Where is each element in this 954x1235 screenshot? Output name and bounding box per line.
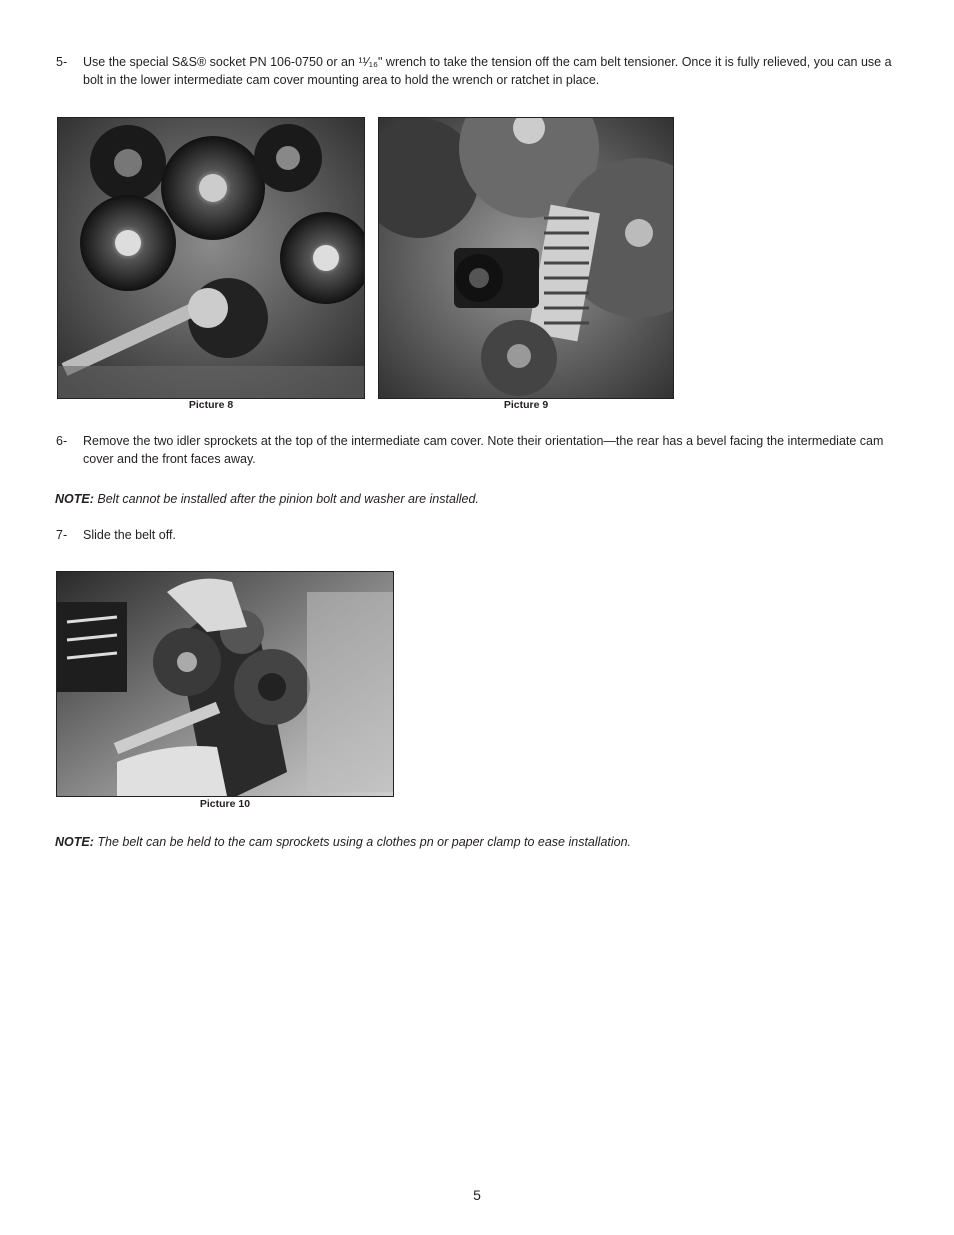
note-belt-install bbox=[55, 490, 915, 508]
picture-8-caption: Picture 8 bbox=[188, 399, 234, 411]
picture-10-caption: Picture 10 bbox=[199, 798, 251, 810]
picture-9-image bbox=[378, 117, 674, 399]
picture-10-image bbox=[56, 571, 394, 797]
note-label: NOTE: bbox=[55, 835, 94, 849]
picture-8-image bbox=[57, 117, 365, 399]
note-label: NOTE: bbox=[55, 492, 94, 506]
step-number: 5- bbox=[56, 55, 68, 69]
step-5 bbox=[56, 53, 901, 89]
page-number: 5 bbox=[473, 1187, 481, 1203]
note-text: The belt can be held to the cam sprockets using a clothes pn or paper clamp to ease installation. bbox=[97, 835, 632, 849]
step-6 bbox=[56, 432, 901, 468]
step-text: Remove the two idler sprockets at the top of the intermediate cam cover. Note their orientation—the rear has a bevel facing the intermediate cam cover and the front faces away. bbox=[83, 434, 884, 466]
picture-9-caption: Picture 9 bbox=[503, 399, 549, 411]
step-text: Use the special S&S® socket PN 106-0750 or an ¹¹⁄₁₆" wrench to take the tension off the cam belt tensioner. Once it is fully relieved, you can use a bolt in the lower intermediate cam cover mounting area to hold the wrench or ratchet in place. bbox=[83, 55, 892, 87]
step-number: 6- bbox=[56, 434, 68, 448]
note-text: Belt cannot be installed after the pinion bolt and washer are installed. bbox=[97, 492, 479, 506]
step-7 bbox=[56, 526, 901, 544]
step-text: Slide the belt off. bbox=[83, 528, 176, 542]
note-belt-clamp bbox=[55, 833, 915, 851]
step-number: 7- bbox=[56, 528, 68, 542]
